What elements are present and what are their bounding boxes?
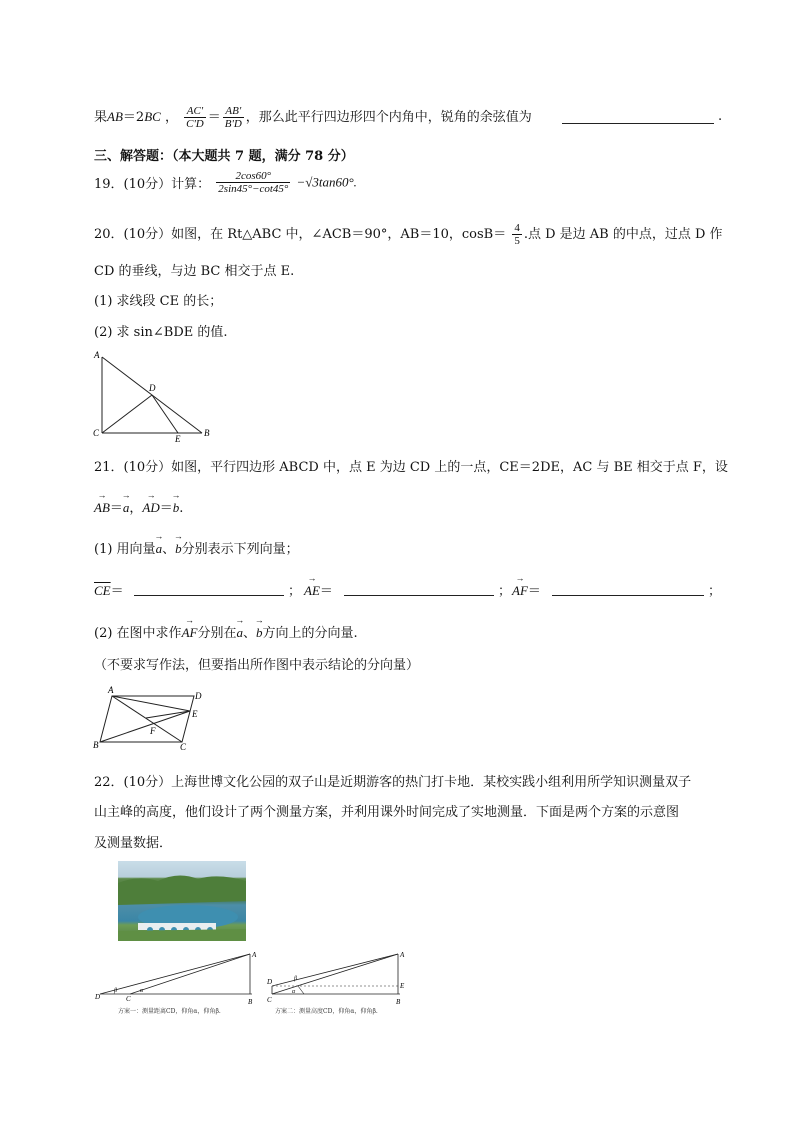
q20-label-b: B	[204, 428, 210, 438]
q21-af-row: → AF＝	[512, 580, 541, 599]
q18-fraction-1: $\frac{AC'}{C'D}$	[186, 105, 204, 130]
vector-b: → b	[173, 500, 180, 516]
s1-label-b: B	[248, 998, 253, 1006]
q18-eq: ＝2	[122, 110, 145, 125]
s2-label-beta: β	[294, 976, 297, 982]
q20-line2: CD 的垂线，与边 BC 相交于点 E.	[94, 264, 295, 279]
q21-sub2: (2) 在图中求作→ AF分别在→ a、→ b方向上的分向量.	[94, 622, 358, 641]
sub1-vector-b: → b	[175, 541, 182, 557]
q20-label-e: E	[175, 434, 181, 444]
ae-answer-blank[interactable]	[344, 582, 494, 596]
park-image	[118, 861, 246, 941]
q19-number: 19．(10分）计算：	[94, 177, 211, 192]
q20-figure	[92, 348, 214, 444]
q18-eq2: ＝	[207, 110, 221, 125]
sub2-vector-b: → b	[256, 625, 263, 641]
sub2-vector-a: → a	[236, 625, 243, 641]
sub1-vector-a: → a	[156, 541, 163, 557]
semicolon-3: ；	[708, 584, 722, 599]
q19-fraction: $\frac{2\cos 60^\circ}{2\sin 45^\circ-\cot 45^\circ}$	[218, 170, 289, 195]
q18-fraction-2: $\frac{AB'}{B'D}$	[224, 105, 242, 130]
q18-period: .	[718, 109, 723, 124]
q20-label-a: A	[94, 350, 100, 360]
q20-label-c: C	[93, 428, 100, 438]
scheme-1-figure	[92, 948, 264, 1010]
s2-label-e: E	[400, 982, 405, 990]
q18-bc: BC	[144, 109, 161, 124]
q21-line2: → AB＝→ a，→ AD＝→ b.	[94, 497, 183, 516]
q21-note: （不要求写作法，但要指出所作图中表示结论的分向量）	[94, 658, 420, 673]
s2-label-d: D	[267, 978, 273, 986]
q20-sub2: (2) 求 sin∠BDE 的值.	[94, 325, 228, 340]
q21-line1: 21．(10分）如图，平行四边形 ABCD 中，点 E 为边 CD 上的一点，CE＝2DE，AC 与 BE 相交于点 F，设	[94, 460, 728, 475]
q21-ae-row: → AE＝	[304, 580, 333, 599]
q21-label-a: A	[108, 685, 114, 695]
vector-a: → a	[123, 500, 130, 516]
q20-text-b: .点 D 是边 AB 的中点，过点 D 作	[523, 227, 723, 242]
s2-label-c: C	[267, 996, 272, 1004]
q21-label-d: D	[195, 691, 202, 701]
q18-text: ，那么此平行四边形四个内角中，锐角的余弦值为	[245, 110, 532, 125]
s2-label-b: B	[396, 998, 401, 1006]
q18-answer-blank[interactable]	[562, 110, 714, 124]
q20-cos-fraction: $\frac{4}{5}$	[514, 222, 520, 247]
s2-label-alpha: α	[292, 989, 296, 995]
q20-line1	[94, 222, 723, 247]
scheme-1-caption: 方案一：测量距离CD，仰角α，仰角β.	[118, 1008, 221, 1015]
q18-ab: AB	[107, 109, 123, 124]
q21-sub1: (1) 用向量→ a、→ b分别表示下列向量；	[94, 538, 299, 557]
vector-af: → AF	[512, 583, 528, 599]
section-3-title: 三、解答题：（本大题共 7 题，满分 78 分）	[94, 149, 354, 164]
semicolon-1: ；	[288, 584, 302, 599]
vector-ce: $\overline{CE}$	[94, 583, 111, 598]
q21-ce-row: $\overline{CE}=$	[94, 583, 124, 599]
af-answer-blank[interactable]	[552, 582, 704, 596]
s1-label-d: D	[95, 993, 101, 1001]
q20-sub1: (1) 求线段 CE 的长；	[94, 294, 223, 309]
scheme-2-caption: 方案二：测量高度CD，仰角α，仰角β.	[275, 1008, 378, 1015]
s1-label-a: A	[252, 951, 257, 959]
q18-tail-line: 果AB＝2BC ， $\frac{AC'}{C'D}$ ＝ $\frac{AB'}{B'D}$ ，那么此平行四边形四个内角中，锐角的余弦值为	[94, 105, 532, 130]
q21-label-e: E	[192, 709, 198, 719]
twin-hills-photo	[118, 861, 246, 941]
s2-label-a: A	[400, 951, 405, 959]
q20-text-a: 20．(10分）如图，在 Rt△ABC 中，∠ACB＝90°，AB＝10，cosB＝	[94, 227, 507, 242]
s1-label-alpha: α	[140, 988, 144, 994]
semicolon-2: ；	[498, 584, 512, 599]
ce-answer-blank[interactable]	[134, 582, 284, 596]
q18-lead: 果	[94, 110, 108, 125]
q21-figure	[90, 684, 210, 752]
q21-label-f: F	[150, 726, 156, 736]
q22-line2: 山主峰的高度，他们设计了两个测量方案，并利用课外时间完成了实地测量．下面是两个方案的示意图	[94, 805, 680, 820]
q19-line	[94, 170, 357, 195]
sub2-vector-af: → AF	[182, 625, 198, 641]
q21-label-c: C	[180, 742, 187, 752]
s1-label-beta: β	[114, 988, 117, 994]
vector-ad: → AD	[142, 500, 159, 516]
s1-label-c: C	[126, 995, 131, 1003]
q22-line3: 及测量数据．	[94, 836, 173, 851]
vector-ae: → AE	[304, 583, 320, 599]
q19-rest: −√3tan60°.	[296, 174, 357, 190]
scheme-2-figure	[264, 948, 414, 1010]
vector-ab: → AB	[94, 500, 110, 516]
q20-label-d: D	[149, 383, 156, 393]
q21-label-b: B	[93, 740, 99, 750]
q22-line1: 22．(10分）上海世博文化公园的双子山是近期游客的热门打卡地．某校实践小组利用所学知识测量双子	[94, 775, 692, 790]
